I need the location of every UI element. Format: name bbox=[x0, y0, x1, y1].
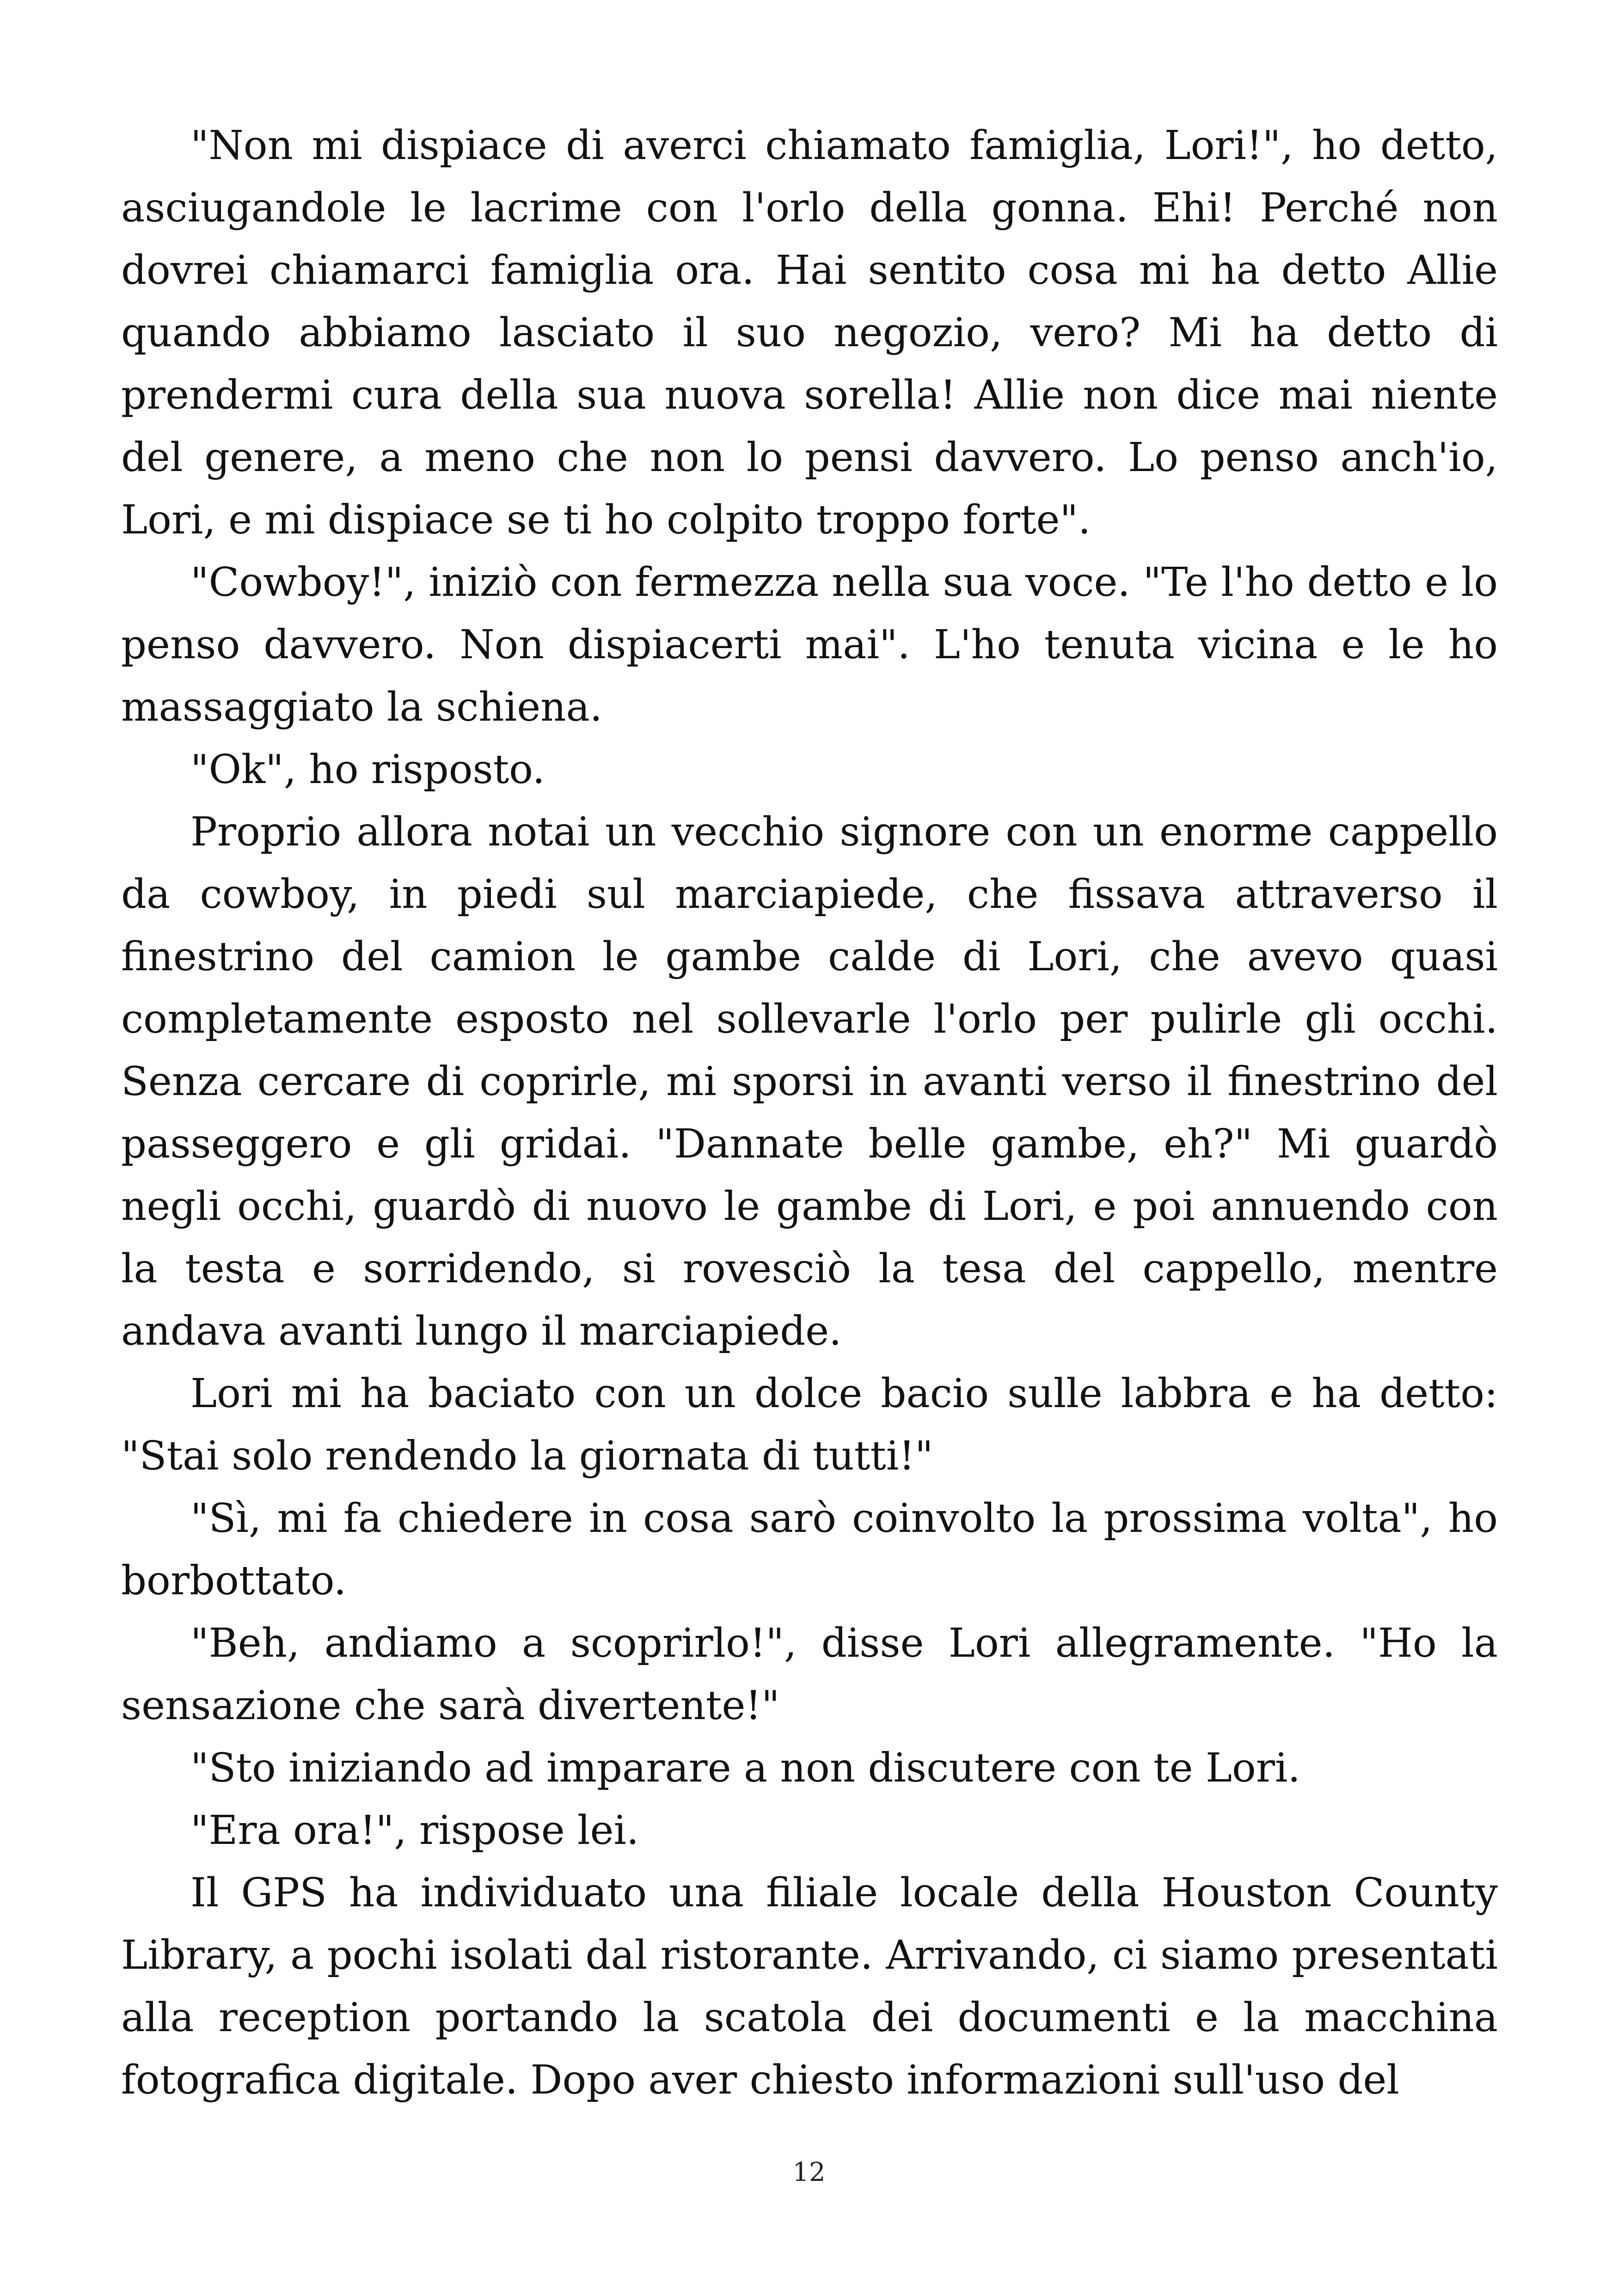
paragraph: "Sto iniziando ad imparare a non discutere con te Lori. bbox=[190, 1745, 1300, 1791]
paragraph: "Ok", ho risposto. bbox=[190, 747, 545, 793]
paragraph: "Non mi dispiace di averci chiamato famiglia, Lori!", ho detto, asciugandole le lacrime con l'orlo della gonna. Ehi! Perché non dovrei chiamarci famiglia ora. Hai sentito cosa mi ha detto Allie quando abbiamo lasciato il suo negozio, vero? Mi ha detto di prendermi cura della sua nuova sorella! Allie non dice mai niente del genere, a meno che non lo pensi davvero. Lo penso anch'io, Lori, e mi dispiace se ti ho colpito troppo forte". bbox=[121, 122, 1498, 543]
paragraph: "Cowboy!", iniziò con fermezza nella sua voce. "Te l'ho detto e lo penso davvero. Non dispiacerti mai". L'ho tenuta vicina e le ho massaggiato la schiena. bbox=[121, 559, 1498, 730]
paragraph: "Sì, mi fa chiedere in cosa sarò coinvolto la prossima volta", ho borbottato. bbox=[121, 1495, 1498, 1604]
paragraph: Proprio allora notai un vecchio signore con un enorme cappello da cowboy, in piedi sul marciapiede, che fissava attraverso il finestrino del camion le gambe calde di Lori, che avevo quasi completamente esposto nel sollevarle l'orlo per pulirle gli occhi. Senza cercare di coprirle, mi sporsi in avanti verso il finestrino del passeggero e gli gridai. "Dannate belle gambe, eh?" Mi guardò negli occhi, guardò di nuovo le gambe di Lori, e poi annuendo con la testa e sorridendo, si rovesciò la tesa del cappello, mentre andava avanti lungo il marciapiede. bbox=[121, 809, 1498, 1354]
page-body bbox=[121, 115, 1498, 2112]
paragraph: "Era ora!", rispose lei. bbox=[190, 1807, 639, 1854]
paragraph: Il GPS ha individuato una filiale locale della Houston County Library, a pochi isolati dal ristorante. Arrivando, ci siamo presentati alla reception portando la scatola dei documenti e la macchina fotografica digitale. Dopo aver chiesto informazioni sull'uso del bbox=[121, 1870, 1498, 2103]
page-number: 12 bbox=[792, 2157, 826, 2187]
paragraph: "Beh, andiamo a scoprirlo!", disse Lori allegramente. "Ho la sensazione che sarà divertente!" bbox=[121, 1620, 1498, 1729]
paragraph: Lori mi ha baciato con un dolce bacio sulle labbra e ha detto: "Stai solo rendendo la giornata di tutti!" bbox=[121, 1371, 1498, 1479]
